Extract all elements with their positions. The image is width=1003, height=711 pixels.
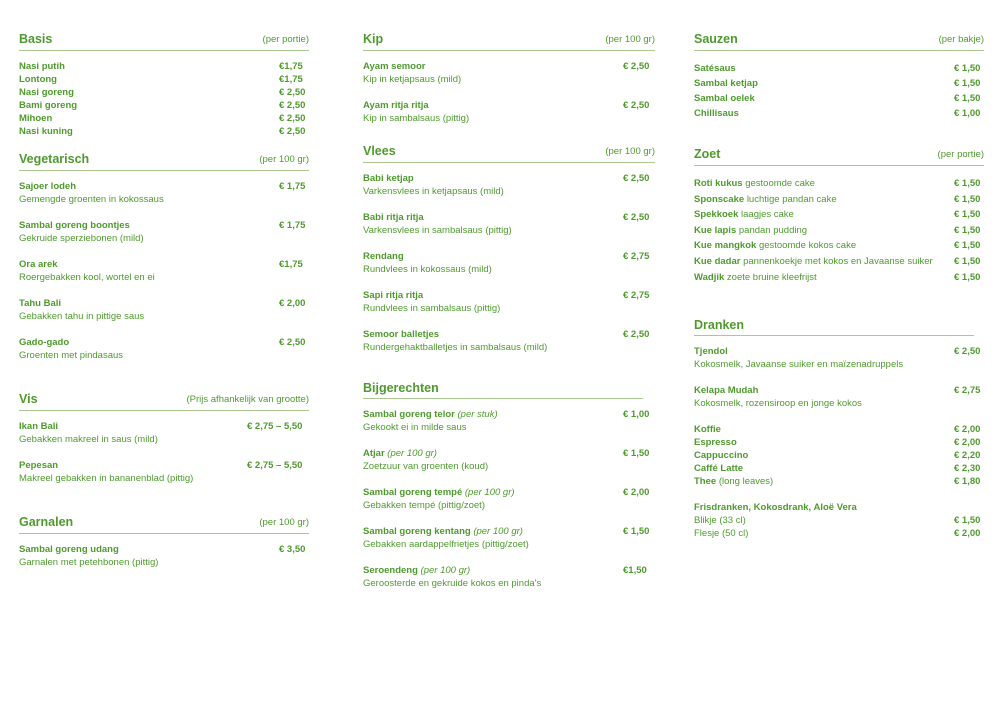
item-price: € 1,50 bbox=[954, 209, 981, 221]
section-header bbox=[19, 515, 309, 534]
item-price: € 2,75 – 5,50 bbox=[247, 421, 303, 432]
section-header bbox=[694, 32, 984, 51]
item-price: € 1,50 bbox=[954, 240, 981, 252]
item-price: € 2,20 bbox=[954, 450, 981, 461]
menu-item bbox=[694, 475, 984, 488]
item-price: € 1,50 bbox=[954, 63, 981, 74]
menu-item bbox=[363, 486, 655, 512]
item-description: laagjes cake bbox=[741, 209, 794, 221]
section-title: Dranken bbox=[694, 318, 745, 332]
item-price: € 1,00 bbox=[623, 409, 650, 420]
item-price: €1,75 bbox=[279, 61, 303, 72]
section-title: Zoet bbox=[694, 147, 721, 161]
item-description: Gemengde groenten in kokossaus bbox=[19, 194, 164, 205]
menu-item bbox=[19, 459, 309, 485]
item-name: Sambal goreng telor bbox=[363, 409, 455, 420]
item-name: Ora arek bbox=[19, 259, 58, 270]
menu-item bbox=[694, 224, 984, 237]
item-description: Zoetzuur van groenten (koud) bbox=[363, 461, 489, 472]
item-name: Caffé Latte bbox=[694, 463, 744, 474]
section-note: (per portie) bbox=[262, 34, 309, 45]
item-price: € 2,50 bbox=[623, 100, 650, 111]
menu-item bbox=[694, 384, 984, 410]
section-title: Vis bbox=[19, 392, 38, 406]
item-price: € 1,50 bbox=[954, 93, 981, 104]
section-header bbox=[363, 381, 655, 399]
section-vis bbox=[19, 392, 309, 485]
menu-item bbox=[19, 420, 309, 446]
item-name: Ayam semoor bbox=[363, 61, 426, 72]
item-description: gestoomde cake bbox=[745, 178, 815, 189]
item-description: gestoomde kokos cake bbox=[758, 240, 857, 252]
item-description: zoete bruine kleefrijst bbox=[726, 271, 817, 283]
item-description: Rundvlees in sambalsaus (pittig) bbox=[363, 303, 501, 314]
item-name: Koffie bbox=[694, 424, 721, 435]
item-unit: (per 100 gr) bbox=[387, 448, 437, 459]
item-name: Sponscake bbox=[694, 193, 745, 205]
section-note: (per 100 gr) bbox=[259, 154, 309, 165]
item-name: Frisdranken, Kokosdrank, Aloë Vera bbox=[694, 502, 857, 513]
item-description: Varkensvlees in sambalsaus (pittig) bbox=[363, 225, 512, 236]
item-description: Gekruide sperziebonen (mild) bbox=[19, 233, 144, 244]
item-description: Roergebakken kool, wortel en ei bbox=[19, 272, 155, 283]
item-description: Rundvlees in kokossaus (mild) bbox=[363, 264, 492, 275]
item-name: Cappuccino bbox=[694, 450, 749, 461]
item-price: € 1,50 bbox=[954, 255, 981, 267]
item-price: € 2,30 bbox=[954, 463, 981, 474]
item-price: € 2,50 bbox=[623, 329, 650, 340]
item-description: Gebakken aardappelfrietjes (pittig/zoet) bbox=[363, 539, 529, 550]
menu-item bbox=[19, 73, 309, 86]
menu-item bbox=[694, 527, 984, 540]
section-bijgerechten bbox=[363, 381, 655, 590]
section-header bbox=[19, 152, 309, 171]
item-price: € 2,50 bbox=[623, 212, 650, 223]
menu-item bbox=[19, 99, 309, 112]
item-price: € 2,75 – 5,50 bbox=[247, 460, 303, 471]
menu-item bbox=[363, 211, 655, 237]
item-price: € 1,50 bbox=[954, 271, 981, 283]
item-price: € 2,75 bbox=[623, 290, 650, 301]
item-name: Nasi putih bbox=[19, 61, 65, 72]
item-description: Makreel gebakken in bananenblad (pittig) bbox=[19, 473, 194, 484]
section-sauzen bbox=[694, 32, 984, 120]
item-price: € 2,00 bbox=[954, 437, 981, 448]
item-name: Gado-gado bbox=[19, 337, 70, 348]
menu-item bbox=[694, 462, 984, 475]
section-title: Vegetarisch bbox=[19, 152, 90, 166]
menu-item bbox=[694, 271, 984, 284]
item-description: Kip in ketjapsaus (mild) bbox=[363, 74, 462, 85]
item-name: Tahu Bali bbox=[19, 298, 62, 309]
item-name: Kue lapis bbox=[694, 224, 737, 236]
item-description: Groenten met pindasaus bbox=[19, 350, 124, 361]
item-price: € 2,50 bbox=[623, 61, 650, 72]
item-name: Kue mangkok bbox=[694, 240, 757, 252]
item-name: Sambal goreng tempé bbox=[363, 487, 463, 498]
section-header bbox=[19, 32, 309, 51]
item-name: Babi ketjap bbox=[363, 173, 414, 184]
section-zoet bbox=[694, 147, 984, 284]
item-name: Seroendeng bbox=[363, 565, 418, 576]
section-garnalen bbox=[19, 515, 309, 569]
section-title: Garnalen bbox=[19, 515, 74, 529]
item-description: Gebakken tempé (pittig/zoet) bbox=[363, 500, 485, 511]
section-title: Bijgerechten bbox=[363, 381, 439, 395]
item-description: Flesje (50 cl) bbox=[694, 528, 749, 539]
item-price: € 1,50 bbox=[954, 224, 981, 236]
item-price: €1,75 bbox=[279, 259, 303, 270]
item-description: pannenkoekje met kokos en Javaanse suiker bbox=[743, 255, 933, 267]
item-description: Rundergehaktballetjes in sambalsaus (mild) bbox=[363, 342, 548, 353]
section-note: (per 100 gr) bbox=[605, 34, 655, 45]
item-description: Kokosmelk, rozensiroop en jonge kokos bbox=[694, 398, 862, 409]
item-name: Tjendol bbox=[694, 346, 728, 357]
menu-item bbox=[19, 125, 309, 138]
item-price: € 1,50 bbox=[954, 193, 981, 205]
item-price: € 2,50 bbox=[279, 87, 306, 98]
section-header bbox=[363, 144, 655, 163]
item-price: €1,50 bbox=[623, 565, 647, 576]
item-description: Kokosmelk, Javaanse suiker en maïzenadruppels bbox=[694, 359, 904, 370]
item-price: € 1,50 bbox=[954, 178, 981, 189]
menu-item bbox=[694, 345, 984, 371]
item-price: € 1,80 bbox=[954, 476, 981, 487]
item-description: Gekookt ei in milde saus bbox=[363, 422, 467, 433]
menu-item bbox=[694, 514, 984, 527]
menu-item bbox=[363, 99, 655, 125]
item-price: € 2,00 bbox=[954, 424, 981, 435]
section-vegetarisch bbox=[19, 152, 309, 362]
section-note: (per 100 gr) bbox=[259, 517, 309, 528]
item-name: Sambal goreng kentang bbox=[363, 526, 471, 537]
menu-item bbox=[694, 77, 984, 90]
item-description: (long leaves) bbox=[718, 476, 774, 487]
menu-item bbox=[694, 208, 984, 221]
menu-item bbox=[19, 180, 309, 206]
menu-item bbox=[694, 193, 984, 206]
item-price: € 2,50 bbox=[623, 173, 650, 184]
item-name: Wadjik bbox=[694, 271, 725, 283]
menu-item bbox=[694, 62, 984, 75]
section-title: Vlees bbox=[363, 144, 396, 158]
item-price: € 1,50 bbox=[623, 448, 650, 459]
menu-item bbox=[19, 297, 309, 323]
item-price: € 2,00 bbox=[279, 298, 306, 309]
menu-item bbox=[694, 449, 984, 462]
menu-item bbox=[19, 336, 309, 362]
item-name: Ikan Bali bbox=[19, 421, 59, 432]
menu-item bbox=[694, 436, 984, 449]
item-price: € 1,50 bbox=[623, 526, 650, 537]
menu-item bbox=[363, 250, 655, 276]
item-price: € 1,75 bbox=[279, 220, 306, 231]
section-dranken bbox=[694, 318, 984, 540]
item-description: Kip in sambalsaus (pittig) bbox=[363, 113, 470, 124]
item-name: Espresso bbox=[694, 437, 737, 448]
menu-item bbox=[363, 289, 655, 315]
section-note: (per 100 gr) bbox=[605, 146, 655, 157]
item-name: Sambal ketjap bbox=[694, 78, 758, 89]
menu-item bbox=[363, 564, 655, 590]
item-name: Thee bbox=[694, 476, 717, 487]
section-vlees bbox=[363, 144, 655, 354]
item-price: €1,75 bbox=[279, 74, 303, 85]
menu-item bbox=[19, 112, 309, 125]
item-name: Sajoer lodeh bbox=[19, 181, 77, 192]
menu-item bbox=[19, 60, 309, 73]
item-unit: (per 100 gr) bbox=[464, 487, 515, 498]
section-header bbox=[694, 147, 984, 166]
menu-item bbox=[694, 177, 984, 190]
section-header bbox=[19, 392, 309, 411]
item-price: € 2,50 bbox=[279, 113, 306, 124]
menu-item bbox=[694, 92, 984, 105]
section-header bbox=[694, 318, 984, 336]
item-name: Sambal goreng boontjes bbox=[19, 220, 130, 231]
item-price: € 2,00 bbox=[954, 528, 981, 539]
item-name: Rendang bbox=[363, 251, 404, 262]
item-name: Nasi kuning bbox=[19, 126, 73, 137]
item-price: € 2,00 bbox=[623, 487, 650, 498]
item-price: € 2,50 bbox=[279, 126, 306, 137]
item-price: € 3,50 bbox=[279, 544, 306, 555]
item-price: € 2,50 bbox=[279, 100, 306, 111]
item-unit: (per stuk) bbox=[457, 409, 498, 420]
item-name: Pepesan bbox=[19, 460, 59, 471]
menu-item bbox=[19, 86, 309, 99]
item-price: € 1,00 bbox=[954, 108, 981, 119]
section-title: Basis bbox=[19, 32, 53, 46]
menu-item bbox=[694, 255, 984, 268]
item-description: Geroosterde en gekruide kokos en pinda's bbox=[363, 578, 542, 589]
section-basis bbox=[19, 32, 309, 138]
item-name: Roti kukus bbox=[694, 178, 743, 189]
menu-item-frisdranken bbox=[694, 501, 984, 514]
item-price: € 1,50 bbox=[954, 515, 981, 526]
item-name: Semoor balletjes bbox=[363, 329, 440, 340]
item-name: Sambal oelek bbox=[694, 93, 755, 104]
item-name: Lontong bbox=[19, 74, 57, 85]
menu-item bbox=[363, 408, 655, 434]
item-price: € 2,50 bbox=[954, 346, 981, 357]
menu-item bbox=[694, 423, 984, 436]
section-note: (per portie) bbox=[937, 149, 984, 160]
item-unit: (per 100 gr) bbox=[473, 526, 523, 537]
menu-item bbox=[363, 328, 655, 354]
section-title: Sauzen bbox=[694, 32, 738, 46]
item-name: Sambal goreng udang bbox=[19, 544, 119, 555]
menu-item bbox=[19, 258, 309, 284]
item-name: Nasi goreng bbox=[19, 87, 74, 98]
section-note: (per bakje) bbox=[938, 34, 984, 45]
item-name: Satésaus bbox=[694, 63, 736, 74]
item-name: Mihoen bbox=[19, 113, 53, 124]
item-description: Garnalen met petehbonen (pittig) bbox=[19, 557, 159, 568]
item-name: Sapi ritja ritja bbox=[363, 290, 424, 301]
menu-item bbox=[363, 60, 655, 86]
menu-item bbox=[694, 239, 984, 252]
menu-item bbox=[19, 219, 309, 245]
menu-item bbox=[19, 543, 309, 569]
item-name: Spekkoek bbox=[694, 209, 739, 221]
item-name: Kelapa Mudah bbox=[694, 385, 759, 396]
section-title: Kip bbox=[363, 32, 384, 46]
item-price: € 1,50 bbox=[954, 78, 981, 89]
item-description: Gebakken makreel in saus (mild) bbox=[19, 434, 158, 445]
menu-item bbox=[363, 172, 655, 198]
item-description: Varkensvlees in ketjapsaus (mild) bbox=[363, 186, 504, 197]
item-description: luchtige pandan cake bbox=[746, 193, 837, 205]
item-name: Bami goreng bbox=[19, 100, 78, 111]
item-description: Gebakken tahu in pittige saus bbox=[19, 311, 145, 322]
item-description: Blikje (33 cl) bbox=[694, 515, 746, 526]
item-price: € 2,75 bbox=[623, 251, 650, 262]
item-name: Babi ritja ritja bbox=[363, 212, 424, 223]
item-name: Chillisaus bbox=[694, 108, 739, 119]
item-price: € 1,75 bbox=[279, 181, 306, 192]
item-description: pandan pudding bbox=[738, 224, 808, 236]
item-price: € 2,50 bbox=[279, 337, 306, 348]
item-unit: (per 100 gr) bbox=[420, 565, 471, 576]
item-name: Atjar bbox=[363, 448, 385, 459]
menu-item bbox=[694, 107, 984, 120]
section-note: (Prijs afhankelijk van grootte) bbox=[186, 394, 309, 405]
item-name: Kue dadar bbox=[694, 255, 741, 267]
section-kip bbox=[363, 32, 655, 125]
section-header bbox=[363, 32, 655, 51]
item-name: Ayam ritja ritja bbox=[363, 100, 429, 111]
menu-item bbox=[363, 525, 655, 551]
menu-item bbox=[363, 447, 655, 473]
item-price: € 2,75 bbox=[954, 385, 981, 396]
